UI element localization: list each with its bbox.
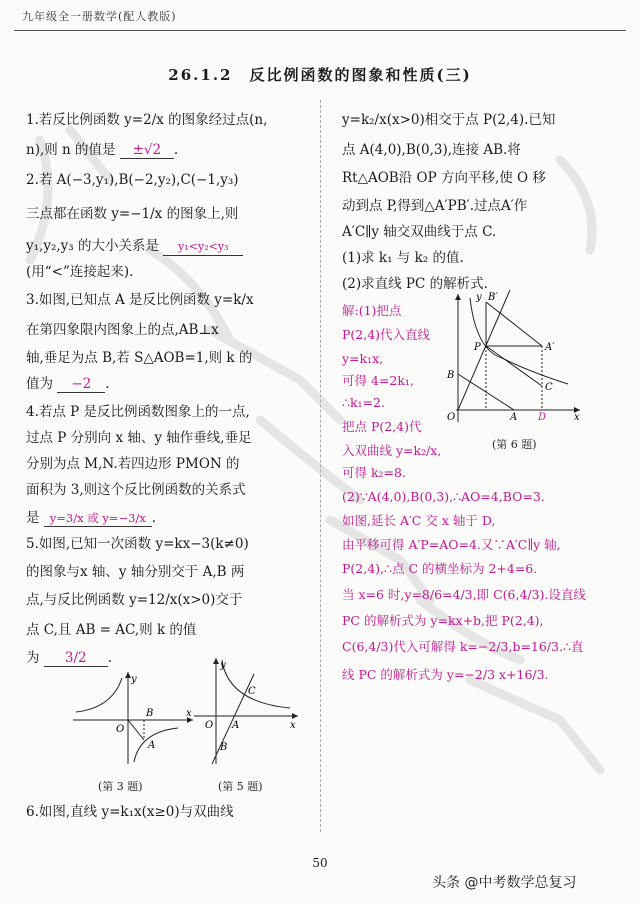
- q4-answer: y=3/x 或 y=−3/x: [44, 510, 152, 527]
- q1-answer: ±√2: [120, 142, 174, 159]
- q5-line4: 点 C,且 AB = AC,则 k 的值: [26, 622, 197, 638]
- left-column: [26, 106, 316, 826]
- q3-end: .: [105, 376, 110, 392]
- q2-text: y₁,y₂,y₃ 的大小关系是: [26, 238, 159, 254]
- q2-line3: [26, 232, 243, 261]
- solution-line-15: C(6,4/3)代入可解得 k=−2/3,b=16/3.∴直: [342, 639, 584, 654]
- q5-answer: 3/2: [44, 650, 108, 667]
- figure-6-caption: (第 6 题): [492, 438, 537, 451]
- q4-line5: [26, 504, 156, 533]
- column-divider: [320, 100, 321, 832]
- header-rule: [14, 30, 626, 31]
- figure-3-caption: (第 3 题): [98, 780, 143, 793]
- fig5-label-c: C: [248, 686, 256, 697]
- q1-line1: 1.若反比例函数 y=2/x 的图象经过点(n,: [26, 112, 268, 128]
- fig3-label-y: y: [131, 674, 137, 685]
- fig6-label-c: C: [545, 382, 553, 393]
- solution-line-9: (2)∵A(4,0),B(0,3),∴AO=4,BO=3.: [342, 489, 545, 504]
- solution-line-7: 入双曲线 y=k₂/x,: [342, 443, 442, 458]
- figure-5-graph: [192, 654, 302, 766]
- q6-line6: A′C∥y 轴交双曲线于点 C.: [342, 224, 497, 240]
- q3-line1: 3.如图,已知点 A 是反比例函数 y=k/x: [26, 292, 254, 308]
- solution-line-11: 由平移可得 A′P=AO=4.又∵A′C∥y 轴,: [342, 537, 561, 552]
- solution-line-1: 解:(1)把点: [342, 303, 402, 318]
- fig6-label-a: A: [510, 412, 518, 423]
- q6-line5: 动到点 P,得到△A′PB′.过点A′作: [342, 198, 528, 214]
- section-title: 26.1.2 反比例函数的图象和性质(三): [168, 66, 472, 84]
- fig6-label-p: P: [474, 342, 481, 353]
- q4-line3: 分别为点 M,N.若四边形 PMON 的: [26, 456, 240, 472]
- solution-line-4: 可得 4=2k₁,: [342, 373, 414, 388]
- fig3-label-a: A: [148, 740, 156, 751]
- fig5-label-y: y: [220, 660, 226, 671]
- q6-line3: 点 A(4,0),B(0,3),连接 AB.将: [342, 142, 521, 158]
- q4-line1: 4.若点 P 是反比例函数图象上的一点,: [26, 404, 250, 420]
- q6-part2: (2)求直线 PC 的解析式.: [342, 276, 488, 292]
- figure-6-graph: [446, 288, 586, 426]
- q6-line2: y=k₂/x(x>0)相交于点 P(2,4).已知: [342, 112, 556, 128]
- fig3-label-x: x: [186, 708, 192, 719]
- q1-line2: [26, 136, 178, 165]
- fig6-label-y: y: [476, 292, 482, 303]
- solution-line-6: 把点 P(2,4)代: [342, 419, 422, 434]
- q3-line3: 轴,垂足为点 B,若 S△AOB=1,则 k 的: [26, 350, 253, 366]
- q4-text: 是: [26, 510, 40, 526]
- q5-line1: 5.如图,已知一次函数 y=kx−3(k≠0): [26, 536, 249, 552]
- q5-line3: 点,与反比例函数 y=12/x(x>0)交于: [26, 592, 243, 608]
- fig5-label-b: B: [220, 742, 228, 753]
- fig6-label-b: B: [447, 370, 455, 381]
- q1-end: .: [173, 142, 179, 158]
- source-footer: 头条 @中考数学总复习: [432, 875, 577, 891]
- fig6-label-bprime: B′: [488, 292, 498, 303]
- solution-line-10: 如图,延长 A′C 交 x 轴于 D,: [342, 513, 496, 528]
- solution-line-5: ∴k₁=2.: [342, 395, 385, 410]
- q2-line2: 三点都在函数 y=−1/x 的图象上,则: [26, 206, 239, 222]
- figure-5-caption: (第 5 题): [218, 780, 263, 793]
- q6-line4: Rt△AOB沿 OP 方向平移,使 O 移: [342, 170, 546, 186]
- q2-line4: (用“<”连接起来).: [26, 264, 134, 280]
- q5-text: 为: [26, 650, 40, 666]
- solution-line-14: PC 的解析式为 y=kx+b,把 P(2,4),: [342, 613, 544, 628]
- figure-3-graph: [68, 666, 198, 766]
- fig6-label-o: O: [447, 412, 456, 423]
- fig5-label-x: x: [290, 720, 296, 731]
- figure-3: [68, 666, 198, 766]
- figure-6: [446, 288, 586, 426]
- fig6-label-aprime: A′: [545, 342, 555, 353]
- q3-text: 值为: [26, 376, 53, 392]
- solution-line-3: y=k₁x,: [342, 351, 384, 366]
- right-column: [342, 106, 632, 826]
- fig5-label-o: O: [205, 720, 214, 731]
- fig6-label-x: x: [574, 412, 580, 423]
- q5-line2: 的图象与x 轴、y 轴分别交于 A,B 两: [26, 564, 245, 580]
- q6-line1: 6.如图,直线 y=k₁x(x≥0)与双曲线: [26, 804, 234, 820]
- q5-end: .: [107, 650, 113, 666]
- fig3-label-b: B: [146, 708, 154, 719]
- fig3-label-o: O: [116, 724, 125, 735]
- q4-line2: 过点 P 分别向 x 轴、y 轴作垂线,垂足: [26, 430, 252, 446]
- solution-line-8: 可得 k₂=8.: [342, 465, 406, 480]
- solution-line-2: P(2,4)代入直线: [342, 327, 431, 342]
- q4-line4: 面积为 3,则这个反比例函数的关系式: [26, 482, 246, 498]
- solution-line-13: 当 x=6 时,y=8/6=4/3,即 C(6,4/3).设直线: [342, 587, 586, 602]
- q2-line1: 2.若 A(−3,y₁),B(−2,y₂),C(−1,y₃): [26, 172, 239, 188]
- q3-line2: 在第四象限内图象上的点,AB⊥x: [26, 322, 219, 338]
- fig6-label-d: D: [538, 412, 547, 423]
- fig5-label-a: A: [232, 720, 240, 731]
- q3-answer: −2: [57, 376, 105, 393]
- q4-end: .: [151, 510, 157, 526]
- book-header: 九年级全一册数学(配人教版): [22, 10, 177, 23]
- q1-text: n),则 n 的值是: [26, 142, 116, 158]
- q3-line4: [26, 370, 110, 399]
- figure-5: [192, 654, 302, 766]
- q2-answer: y₁<y₂<y₃: [163, 239, 243, 256]
- q6-part1: (1)求 k₁ 与 k₂ 的值.: [342, 250, 464, 266]
- solution-line-12: P(2,4),∴点 C 的横坐标为 2+4=6.: [342, 561, 538, 576]
- page-number: 50: [312, 856, 328, 870]
- solution-line-16: 线 PC 的解析式为 y=−2/3 x+16/3.: [342, 667, 549, 682]
